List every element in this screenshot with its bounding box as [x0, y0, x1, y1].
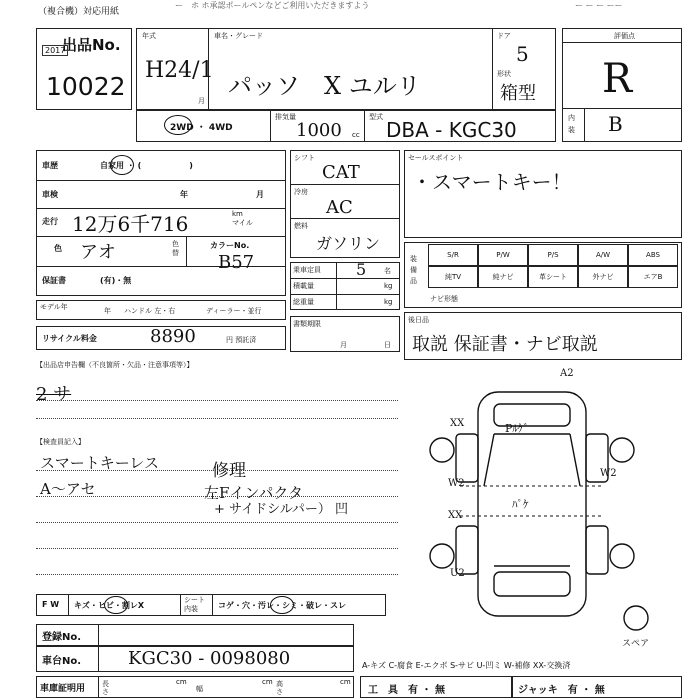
inspection-year: 年 — [180, 190, 188, 199]
diagram-note-3: W2 — [448, 478, 465, 489]
fw-options: キズ・ヒビ・割レX — [74, 601, 145, 610]
stain-circle — [270, 596, 294, 614]
inspector-line2-left: A～アセ — [40, 480, 96, 498]
inspection-label: 車検 — [42, 190, 58, 199]
cc-label: cc — [352, 131, 360, 139]
color-label: 色 — [54, 244, 62, 253]
chassis-value: KGC30 - 0098080 — [128, 648, 291, 669]
private-use-circle — [110, 155, 134, 175]
nenshiki-value: H24/1 — [145, 58, 214, 83]
score-value: R — [602, 56, 633, 102]
tools-label: 工 具 有 ・ 無 — [368, 685, 445, 696]
equipment-item: A/W — [578, 244, 628, 266]
sales-point-value: ・スマートキー！ — [412, 170, 572, 194]
nenshiki-label: 年式 — [142, 32, 156, 40]
inspection-month: 月 — [256, 190, 264, 199]
displacement-value: 1000 — [296, 120, 342, 141]
form-type-note: （複合機）対応用紙 — [38, 7, 120, 17]
model-year-label: モデル年 — [40, 303, 68, 311]
month-label: 月 — [198, 97, 205, 105]
warranty-label: 保証書 — [42, 276, 66, 285]
doors-label: ドア — [497, 32, 511, 40]
diagram-note-5: XX — [448, 510, 463, 521]
drive-circle — [164, 115, 192, 135]
model-value: DBA - KGC30 — [386, 118, 517, 142]
damage-legend: A-キズ C-腐食 E-エクボ S-サビ U-凹ミ W-補修 XX-交換済 — [362, 661, 571, 670]
shape-label: 形状 — [497, 70, 511, 78]
garage-cert-label: 車庫証明用 — [40, 684, 86, 694]
diagram-note-4: ﾊﾟｹ — [512, 498, 529, 511]
shift-label: シフト — [294, 154, 315, 162]
width-label: 幅 — [196, 685, 203, 693]
equipment-item: 純TV — [428, 266, 478, 288]
registration-row — [36, 624, 354, 646]
interior-label: 内装 — [568, 114, 575, 134]
drive-label: 2WD ・ 4WD — [170, 123, 233, 133]
shape-value: 箱型 — [500, 83, 536, 104]
inspector-line2-right: 左Fインパクタ — [204, 484, 304, 502]
later-items-label: 後日品 — [408, 316, 429, 324]
car-damage-diagram — [410, 366, 694, 650]
gross-unit: kg — [384, 298, 393, 306]
height-label: 高さ — [276, 680, 283, 696]
mileage-value: 12万6千716 — [72, 212, 189, 236]
ac-label: 冷房 — [294, 188, 308, 196]
top-partial-text: ー ホ ホ承認ポールペンなどご利用いただきますよう — [175, 1, 370, 10]
dealer-label: ディーラー・並行 — [206, 307, 262, 315]
declaration-label: 【出品店申告欄（不良箇所・欠品・注意事項等）】 — [36, 361, 194, 369]
diagram-note-6: W2 — [600, 468, 617, 479]
history-label: 車歴 — [42, 161, 58, 170]
color-no-label: カラーNo. — [210, 241, 250, 250]
doc-deadline-label: 書類期限 — [293, 320, 321, 328]
equipment-label: 装備品 — [410, 255, 417, 285]
load-label: 積載量 — [293, 282, 314, 290]
later-items-value: 取説 保証書・ナビ取説 — [412, 334, 598, 355]
model-year-unit: 年 — [104, 307, 111, 315]
inspector-line1-left: スマートキーレス — [40, 454, 159, 472]
jack-label: ジャッキ 有 ・ 無 — [518, 685, 605, 696]
lot-label: 出品No. — [62, 36, 121, 54]
fuel-label: 燃料 — [294, 222, 308, 230]
equipment-item: 純ナビ — [478, 266, 528, 288]
name-label: 車名・グレード — [214, 32, 263, 40]
car-name-value: パッソ X ユルリ — [228, 72, 421, 100]
shift-value: CAT — [322, 162, 360, 183]
navi-type-label: ナビ形態 — [430, 295, 458, 303]
inspector-line3-right: + サイドシルパー） 凹 — [214, 502, 349, 517]
sales-point-label: セールスポイント — [408, 154, 464, 162]
seat-label: シート内装 — [184, 596, 205, 613]
doc-day: 日 — [384, 341, 391, 349]
year-stamp: 2017 — [42, 45, 68, 56]
doors-value: 5 — [516, 42, 529, 66]
equipment-item: ABS — [628, 244, 678, 266]
equipment-item: エアB — [628, 266, 678, 288]
model-label: 型式 — [369, 113, 383, 121]
recycle-value: 8890 — [150, 326, 196, 347]
length-label: 長さ — [102, 680, 109, 696]
diagram-note-7: U2 — [450, 568, 465, 579]
equipment-item: P/S — [528, 244, 578, 266]
capacity-value: 5 — [356, 260, 367, 279]
lot-number: 10022 — [46, 72, 126, 101]
diagram-mark-top: A2 — [560, 368, 574, 379]
equipment-item: P/W — [478, 244, 528, 266]
declaration-value: 2 サ — [36, 384, 72, 405]
equipment-item: 革シート — [528, 266, 578, 288]
top-right-partial-text: ー ー ー ーー — [575, 1, 623, 10]
color-no-value: B57 — [218, 252, 255, 273]
equipment-item: 外ナビ — [578, 266, 628, 288]
interior-value: B — [608, 112, 623, 136]
color-change-label: 色替 — [172, 240, 179, 257]
height-cm: cm — [340, 678, 351, 686]
capacity-unit: 名 — [384, 267, 391, 275]
mileage-unit: km マイル — [232, 210, 253, 227]
seat-options: コゲ・穴・汚レ・シミ・破レ・スレ — [218, 601, 346, 610]
length-cm: cm — [176, 678, 187, 686]
warranty-options: (有)・無 — [100, 276, 132, 285]
capacity-label: 乗車定員 — [293, 266, 321, 274]
inspector-line1-right: 修理 — [212, 461, 246, 481]
mileage-label: 走行 — [42, 217, 58, 226]
registration-label: 登録No. — [42, 632, 82, 643]
crack-circle — [104, 596, 128, 614]
width-cm: cm — [262, 678, 273, 686]
history-options: 自家用 ・ ( ) — [100, 161, 193, 170]
color-value: アオ — [80, 242, 116, 263]
equipment-item: S/R — [428, 244, 478, 266]
diagram-note-2: Pﾙｹﾞ — [505, 422, 529, 435]
gross-label: 総重量 — [293, 298, 314, 306]
handle-label: ハンドル 左・右 — [124, 307, 176, 315]
score-label: 評価点 — [614, 32, 635, 40]
fuel-value: ガソリン — [316, 234, 381, 253]
displacement-label: 排気量 — [275, 113, 296, 121]
doc-month: 月 — [340, 341, 347, 349]
diagram-note-1: XX — [450, 418, 465, 429]
ac-value: AC — [326, 197, 353, 218]
load-unit: kg — [384, 282, 393, 290]
fw-label: F W — [42, 600, 60, 609]
spare-label: スペア — [622, 639, 650, 649]
recycle-unit: 円 預託済 — [226, 336, 257, 344]
chassis-label: 車台No. — [42, 656, 82, 667]
recycle-label: リサイクル料金 — [42, 334, 97, 343]
inspector-label: 【検査員記入】 — [36, 438, 85, 446]
